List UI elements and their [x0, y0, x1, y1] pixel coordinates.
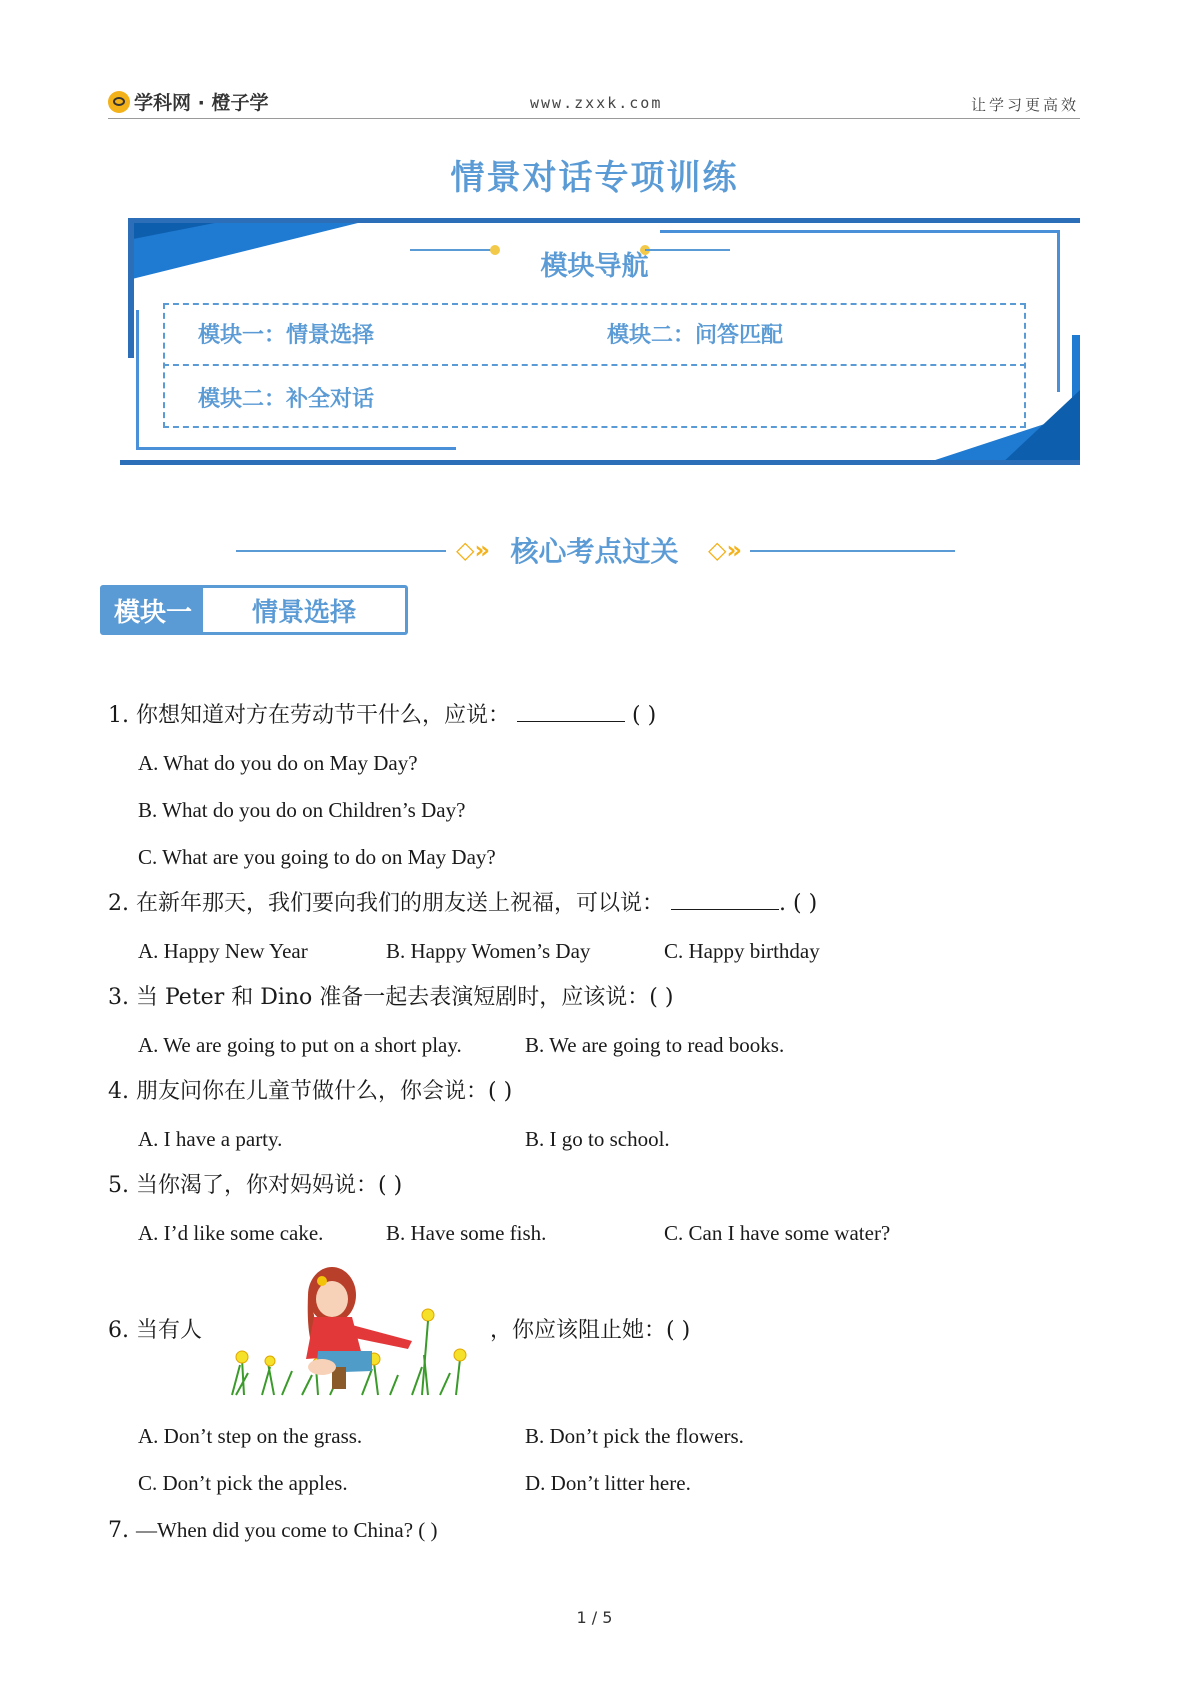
question-stem: 当有人 — [136, 1318, 203, 1343]
core-title: 核心考点过关 — [510, 535, 679, 568]
option[interactable]: B. I go to school. — [525, 1127, 670, 1151]
answer-blank[interactable] — [671, 889, 779, 910]
module-tag: 模块一 — [103, 588, 203, 632]
question-stem: 当 Peter 和 Dino 准备一起去表演短剧时，应该说：( ) — [136, 985, 674, 1010]
question-7 — [108, 1515, 438, 1546]
question-stem: —When did you come to China? ( ) — [136, 1518, 438, 1542]
module-name: 情景选择 — [251, 597, 356, 628]
question-number: 7. — [108, 1518, 129, 1543]
nav-item-module-2[interactable]: 模块二：问答匹配 — [607, 322, 784, 348]
option[interactable]: C. What are you going to do on May Day? — [138, 845, 496, 869]
option[interactable]: A. Happy New Year — [138, 939, 308, 963]
question-6-continued: ，你应该阻止她：( ) — [490, 1318, 691, 1343]
option[interactable]: A. I have a party. — [138, 1127, 283, 1151]
question-2 — [108, 889, 817, 919]
option[interactable]: C. Don’t pick the apples. — [138, 1471, 348, 1495]
option[interactable]: A. We are going to put on a short play. — [138, 1033, 462, 1057]
question-number: 4. — [108, 1079, 129, 1104]
question-stem: 朋友问你在儿童节做什么，你会说：( ) — [136, 1079, 513, 1104]
option[interactable]: B. We are going to read books. — [525, 1033, 785, 1057]
nav-item-module-1[interactable]: 模块一：情景选择 — [198, 322, 375, 348]
question-number: 6. — [108, 1318, 129, 1343]
question-stem: 在新年那天，我们要向我们的朋友送上祝福，可以说： — [136, 891, 665, 916]
nav-divider — [163, 364, 1026, 366]
option[interactable]: C. Can I have some water? — [664, 1221, 891, 1245]
question-number: 3. — [108, 985, 129, 1010]
option[interactable]: C. Happy birthday — [664, 939, 820, 963]
question-number: 5. — [108, 1173, 129, 1198]
question-number: 2. — [108, 891, 129, 916]
girl-picking-flowers-illustration — [222, 1255, 477, 1405]
nav-title: 模块导航 — [540, 251, 649, 282]
question-3 — [108, 983, 673, 1013]
option[interactable]: A. What do you do on May Day? — [138, 751, 418, 775]
logo-icon — [108, 91, 130, 113]
site-slogan: 让学习更高效 — [970, 96, 1079, 114]
logo-text: 学科网 · 橙子学 — [134, 92, 269, 114]
document-title: 情景对话专项训练 — [450, 158, 739, 198]
question-1 — [108, 701, 656, 731]
double-chevron-icon: ◇» — [708, 536, 742, 564]
option[interactable]: D. Don’t litter here. — [525, 1471, 691, 1495]
nav-item-module-3[interactable]: 模块二：补全对话 — [198, 386, 375, 412]
answer-bracket: . ( ) — [779, 891, 818, 916]
header-divider — [108, 118, 1080, 119]
question-6 — [108, 1316, 202, 1346]
answer-bracket: ( ) — [632, 703, 657, 728]
option[interactable]: B. Happy Women’s Day — [386, 939, 591, 963]
question-stem: 当你渴了，你对妈妈说：( ) — [136, 1173, 403, 1198]
option[interactable]: B. Don’t pick the flowers. — [525, 1424, 744, 1448]
question-stem: 你想知道对方在劳动节干什么，应说： — [136, 703, 511, 728]
question-number: 1. — [108, 703, 129, 728]
question-5 — [108, 1171, 402, 1201]
option[interactable]: B. What do you do on Children’s Day? — [138, 798, 466, 822]
question-4 — [108, 1077, 512, 1107]
site-url: www.zxxk.com — [530, 94, 663, 112]
double-chevron-icon: ◇» — [456, 536, 490, 564]
answer-blank[interactable] — [517, 701, 625, 722]
page-number: 1 / 5 — [576, 1608, 613, 1627]
site-logo — [108, 88, 268, 115]
option[interactable]: B. Have some fish. — [386, 1221, 547, 1245]
module-badge — [100, 585, 408, 635]
option[interactable]: A. Don’t step on the grass. — [138, 1424, 363, 1448]
option[interactable]: A. I’d like some cake. — [138, 1221, 324, 1245]
